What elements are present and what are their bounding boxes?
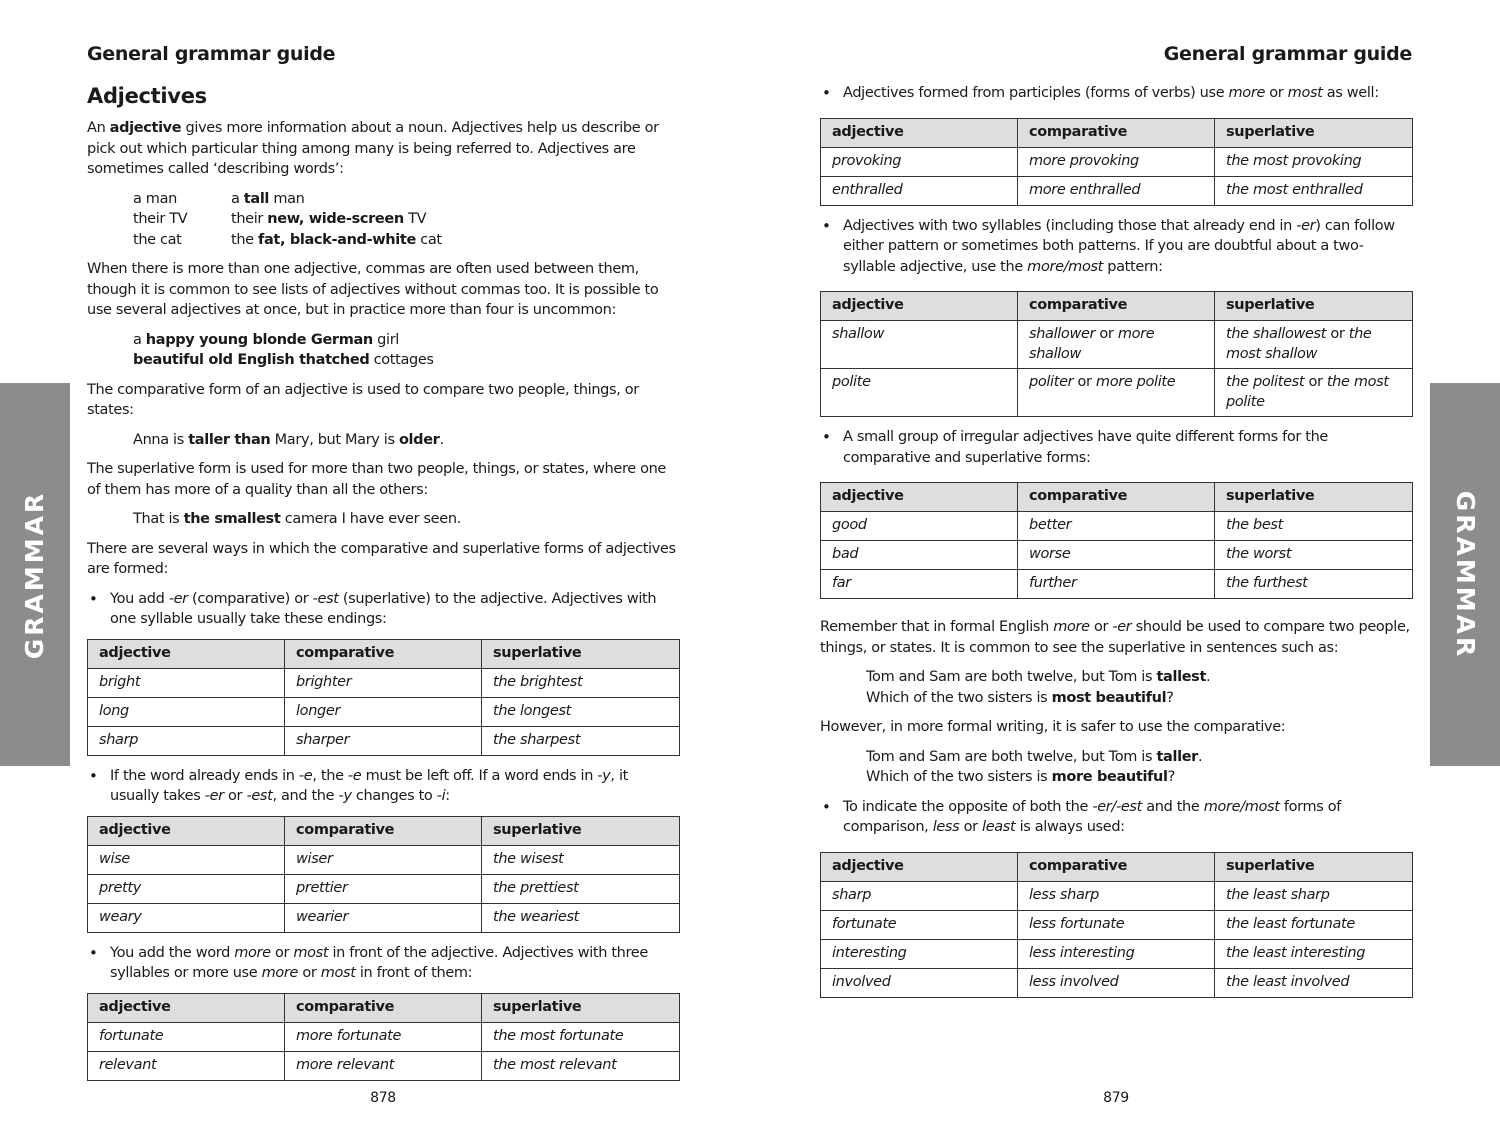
table-row: fortunate less fortunate the least fortunate <box>821 910 1413 939</box>
examples-comparative-formal: Tom and Sam are both twelve, but Tom is taller. Which of the two sisters is more beautiful? <box>866 748 1203 785</box>
table-header-row: adjective comparative superlative <box>88 816 680 845</box>
examples-multiple-adjectives: a happy young blonde German girl beautiful old English thatched cottages <box>133 331 434 368</box>
left-section-tab-label: GRAMMAR <box>20 490 49 659</box>
table-row: involved less involved the least involved <box>821 968 1413 997</box>
left-section-tab <box>0 383 70 766</box>
bullet-more-most: • You add the word more or most in front of the adjective. Adjectives with three syllables or more use more or most in front of them: <box>87 943 679 984</box>
left-page-number: 878 <box>370 1090 396 1106</box>
table-row: pretty prettier the prettiest <box>88 874 680 903</box>
table-e-y-endings <box>87 816 680 933</box>
example-comparative: Anna is taller than Mary, but Mary is older. <box>133 431 444 448</box>
table-row: fortunate more fortunate the most fortunate <box>88 1022 680 1051</box>
table-row: wise wiser the wisest <box>88 845 680 874</box>
examples-describing: a man a tall man their TV their new, wide-screen TV the cat the fat, black-and-white cat <box>133 190 442 248</box>
table-two-syllables <box>820 291 1413 417</box>
right-section-tab <box>1430 383 1500 766</box>
right-section-tab-label: GRAMMAR <box>1451 490 1480 659</box>
left-page-content <box>87 84 679 1091</box>
table-row: weary wearier the weariest <box>88 903 680 932</box>
however-paragraph: However, in more formal writing, it is safer to use the comparative: <box>820 719 1286 735</box>
table-row: bad worse the worst <box>821 541 1413 570</box>
table-header-row: adjective comparative superlative <box>821 292 1413 321</box>
right-running-header: General grammar guide <box>1163 43 1412 65</box>
table-header-row: adjective comparative superlative <box>88 639 680 668</box>
comparative-paragraph: The comparative form of an adjective is used to compare two people, things, or states: <box>87 381 639 418</box>
table-header-row: adjective comparative superlative <box>88 993 680 1022</box>
remember-paragraph: Remember that in formal English more or -er should be used to compare two people, things, or states. It is common to see the superlative in sentences such as: <box>820 619 1410 656</box>
table-row: good better the best <box>821 512 1413 541</box>
table-irregular <box>820 482 1413 599</box>
table-row: interesting less interesting the least interesting <box>821 939 1413 968</box>
bullet-less-least: • To indicate the opposite of both the -er/-est and the more/most forms of comparison, less or least is always used: <box>820 797 1412 838</box>
examples-superlative-informal: Tom and Sam are both twelve, but Tom is tallest. Which of the two sisters is most beautiful? <box>866 669 1211 706</box>
example-superlative: That is the smallest camera I have ever seen. <box>133 511 461 527</box>
ways-paragraph: There are several ways in which the comparative and superlative forms of adjectives are formed: <box>87 540 676 577</box>
table-row: sharp less sharp the least sharp <box>821 881 1413 910</box>
table-row: enthralled more enthralled the most enthralled <box>821 176 1413 205</box>
right-page-number: 879 <box>1103 1090 1129 1106</box>
table-participles <box>820 118 1413 206</box>
table-less-least <box>820 852 1413 998</box>
table-row: long longer the longest <box>88 697 680 726</box>
intro-paragraph: An adjective gives more information about a noun. Adjectives help us describe or pick out which particular thing among many is being referred to. Adjectives are sometimes called ‘describing words’: <box>87 120 659 177</box>
bullet-participles: • Adjectives formed from participles (forms of verbs) use more or most as well: <box>820 83 1412 104</box>
right-page-content <box>820 83 1412 1008</box>
table-one-syllable <box>87 639 680 756</box>
table-row: bright brighter the brightest <box>88 668 680 697</box>
table-three-syllables <box>87 993 680 1081</box>
table-row: shallow shallower or more shallow the shallowest or the most shallow <box>821 321 1413 369</box>
table-row: provoking more provoking the most provoking <box>821 147 1413 176</box>
table-row: relevant more relevant the most relevant <box>88 1051 680 1080</box>
table-row: sharp sharper the sharpest <box>88 726 680 755</box>
table-header-row: adjective comparative superlative <box>821 118 1413 147</box>
left-running-header: General grammar guide <box>87 43 336 65</box>
bullet-two-syllables: • Adjectives with two syllables (including those that already end in -er) can follow either pattern or sometimes both patterns. If you are doubtful about a two-syllable adjective, use the more/most pattern: <box>820 216 1412 278</box>
table-row: polite politer or more polite the politest or the most polite <box>821 369 1413 417</box>
bullet-er-est: • You add -er (comparative) or -est (superlative) to the adjective. Adjectives with one syllable usually take these endings: <box>87 589 679 630</box>
table-row: far further the furthest <box>821 570 1413 599</box>
commas-paragraph: When there is more than one adjective, commas are often used between them, though it is common to see lists of adjectives without commas too. It is possible to use several adjectives at once, but in practice more than four is uncommon: <box>87 261 659 318</box>
superlative-paragraph: The superlative form is used for more than two people, things, or states, where one of them has more of a quality than all the others: <box>87 461 666 498</box>
bullet-irregular: • A small group of irregular adjectives have quite different forms for the comparative and superlative forms: <box>820 427 1412 468</box>
section-title: Adjectives <box>87 84 207 108</box>
table-header-row: adjective comparative superlative <box>821 852 1413 881</box>
table-header-row: adjective comparative superlative <box>821 483 1413 512</box>
bullet-ends-in-e-y: • If the word already ends in -e, the -e must be left off. If a word ends in -y, it usually takes -er or -est, and the -y changes to -i: <box>87 766 679 807</box>
